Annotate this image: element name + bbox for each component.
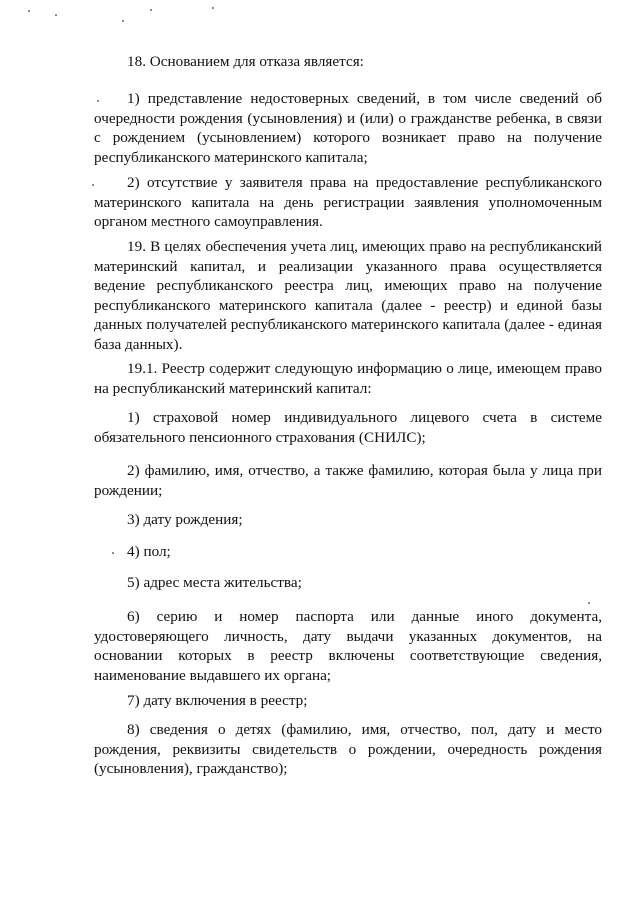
paragraph-19-1-item-5: 5) адрес места жительства; (127, 574, 302, 591)
scan-speck (92, 184, 94, 186)
scan-speck (28, 10, 30, 12)
paragraph-18-item-1: 1) представление недостоверных сведений, в том числе сведений об очередности рождения (усыновления) и (или) о гражданстве ребенка, в связи с рождением (усыновлением) которого возникает право на получение республиканского материнского капитала; (94, 90, 602, 166)
paragraph-19-1-item-2: 2) фамилию, имя, отчество, а также фамилию, которая была у лица при рождении; (94, 462, 602, 499)
paragraph-19-1-item-1: 1) страховой номер индивидуального лицевого счета в системе обязательного пенсионного страхования (СНИЛС); (94, 409, 602, 446)
scan-speck (112, 552, 114, 554)
paragraph-19-1-item-8: 8) сведения о детях (фамилию, имя, отчество, пол, дату и место рождения, реквизиты свидетельств о рождении, очередность рождения (усыновления), гражданство); (94, 721, 602, 777)
scan-speck (55, 14, 57, 16)
scan-speck (588, 602, 590, 604)
paragraph-19-1-item-7: 7) дату включения в реестр; (127, 692, 308, 709)
paragraph-18-item-2: 2) отсутствие у заявителя права на предоставление республиканского материнского капитала на день регистрации заявления уполномоченным органом местного самоуправления. (94, 174, 602, 230)
paragraph-18: 18. Основанием для отказа является: (127, 53, 364, 70)
scan-speck (212, 7, 214, 9)
scan-speck (97, 100, 99, 102)
paragraph-19-1: 19.1. Реестр содержит следующую информацию о лице, имеющем право на республиканский материнский капитал: (94, 360, 602, 397)
paragraph-19: 19. В целях обеспечения учета лиц, имеющих право на республиканский материнский капитал, и реализации указанного права осуществляется ведение республиканского реестра лиц, имеющих право на получение республиканского материнского капитала (далее - реестр) и единой базы данных получателей республиканского материнского капитала (далее - единая база данных). (94, 238, 602, 353)
paragraph-19-1-item-4: 4) пол; (127, 543, 171, 560)
scan-speck (122, 20, 124, 22)
paragraph-19-1-item-6: 6) серию и номер паспорта или данные иного документа, удостоверяющего личность, дату выдачи указанных документов, на основании которых в реестр включены соответствующие сведения, наименование выдавшего их органа; (94, 608, 602, 684)
paragraph-19-1-item-3: 3) дату рождения; (127, 511, 243, 528)
scan-speck (150, 9, 152, 11)
